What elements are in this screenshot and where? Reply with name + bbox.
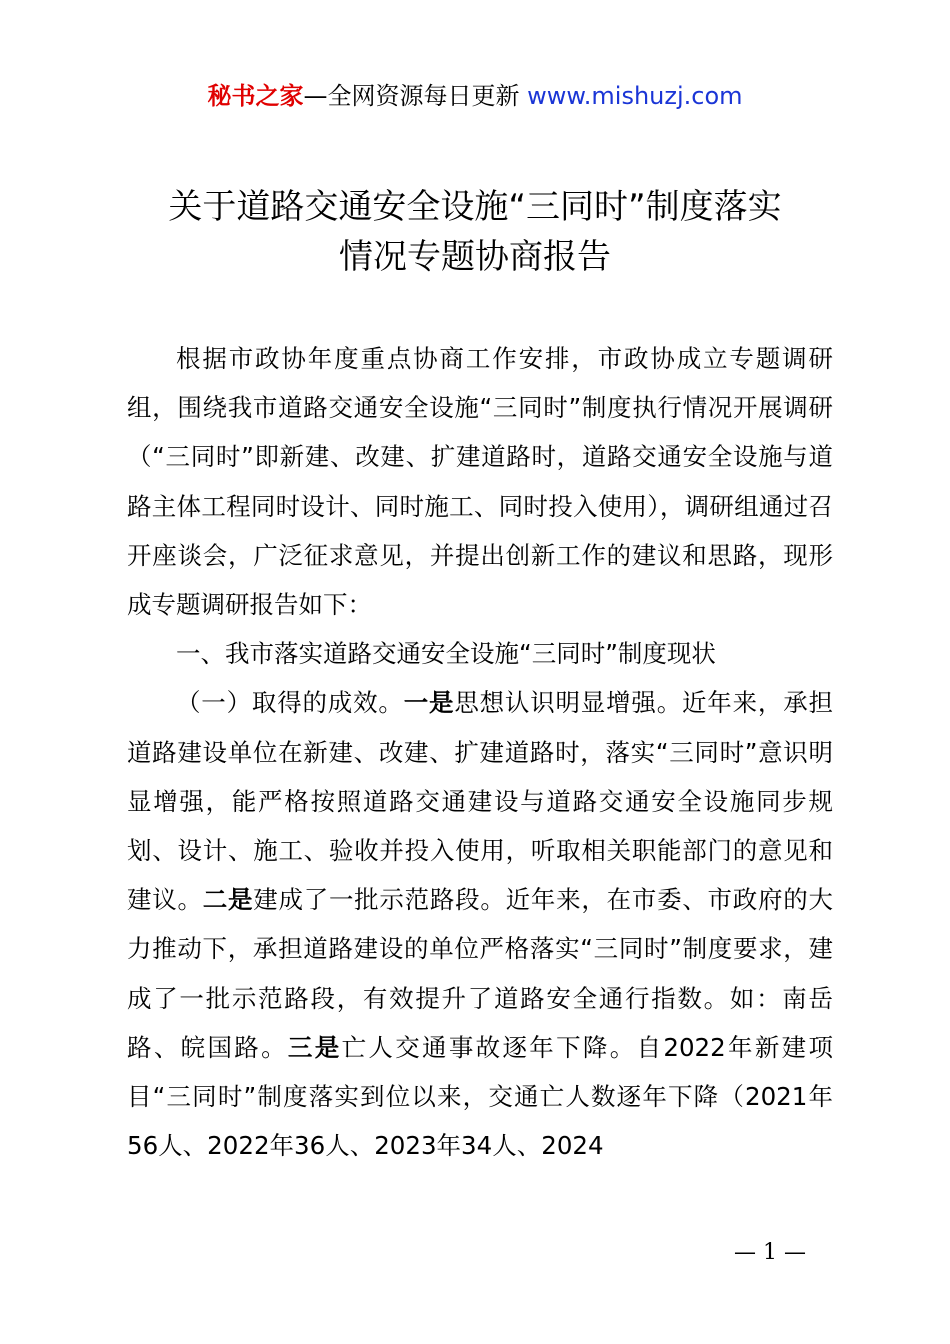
document-body [127, 334, 833, 1170]
point-marker-2: 二是 [202, 885, 254, 915]
title-line-1: 关于道路交通安全设施“三同时”制度落实 [168, 187, 782, 227]
point-marker-1: 一是 [403, 688, 455, 718]
point-text-2: 建成了一批示范路段。近年来，在市委、市政府的大力推动下，承担道路建设的单位严格落实“三同时”制度要求，建成了一批示范路段，有效提升了道路安全通行指数。如：南岳路、皖国路。 [127, 885, 834, 1062]
point-text-3: 亡人交通事故逐年下降。自2022年新建项目“三同时”制度落实到位以来，交通亡人数逐年下降（2021年56人、2022年36人、2023年34人、2024 [127, 1032, 834, 1161]
achievements-paragraph [127, 678, 833, 1170]
subsection-heading: （一）取得的成效。 [176, 688, 404, 718]
section-heading-1: 一、我市落实道路交通安全设施“三同时”制度现状 [176, 639, 716, 669]
site-url-link[interactable]: www.mishuzj.com [527, 82, 743, 110]
point-marker-3: 三是 [287, 1032, 342, 1062]
page-number: — 1 — [734, 1240, 806, 1265]
point-text-1: 思想认识明显增强。近年来，承担道路建设单位在新建、改建、扩建道路时，落实“三同时”意识明显增强，能严格按照道路交通建设与道路交通安全设施同步规划、设计、施工、验收并投入使用，听取相关职能部门的意见和建议。 [127, 688, 834, 915]
site-tagline: —全网资源每日更新 [303, 82, 528, 110]
site-header [0, 76, 950, 116]
title-line-2: 情况专题协商报告 [339, 237, 611, 277]
intro-paragraph: 根据市政协年度重点协商工作安排，市政协成立专题调研组，围绕我市道路交通安全设施“三同时”制度执行情况开展调研（“三同时”即新建、改建、扩建道路时，道路交通安全设施与道路主体工程同时设计、同时施工、同时投入使用），调研组通过召开座谈会，广泛征求意见，并提出创新工作的建议和思路，现形成专题调研报告如下： [127, 344, 833, 620]
site-brand: 秘书之家 [207, 82, 304, 110]
document-title [100, 182, 850, 282]
